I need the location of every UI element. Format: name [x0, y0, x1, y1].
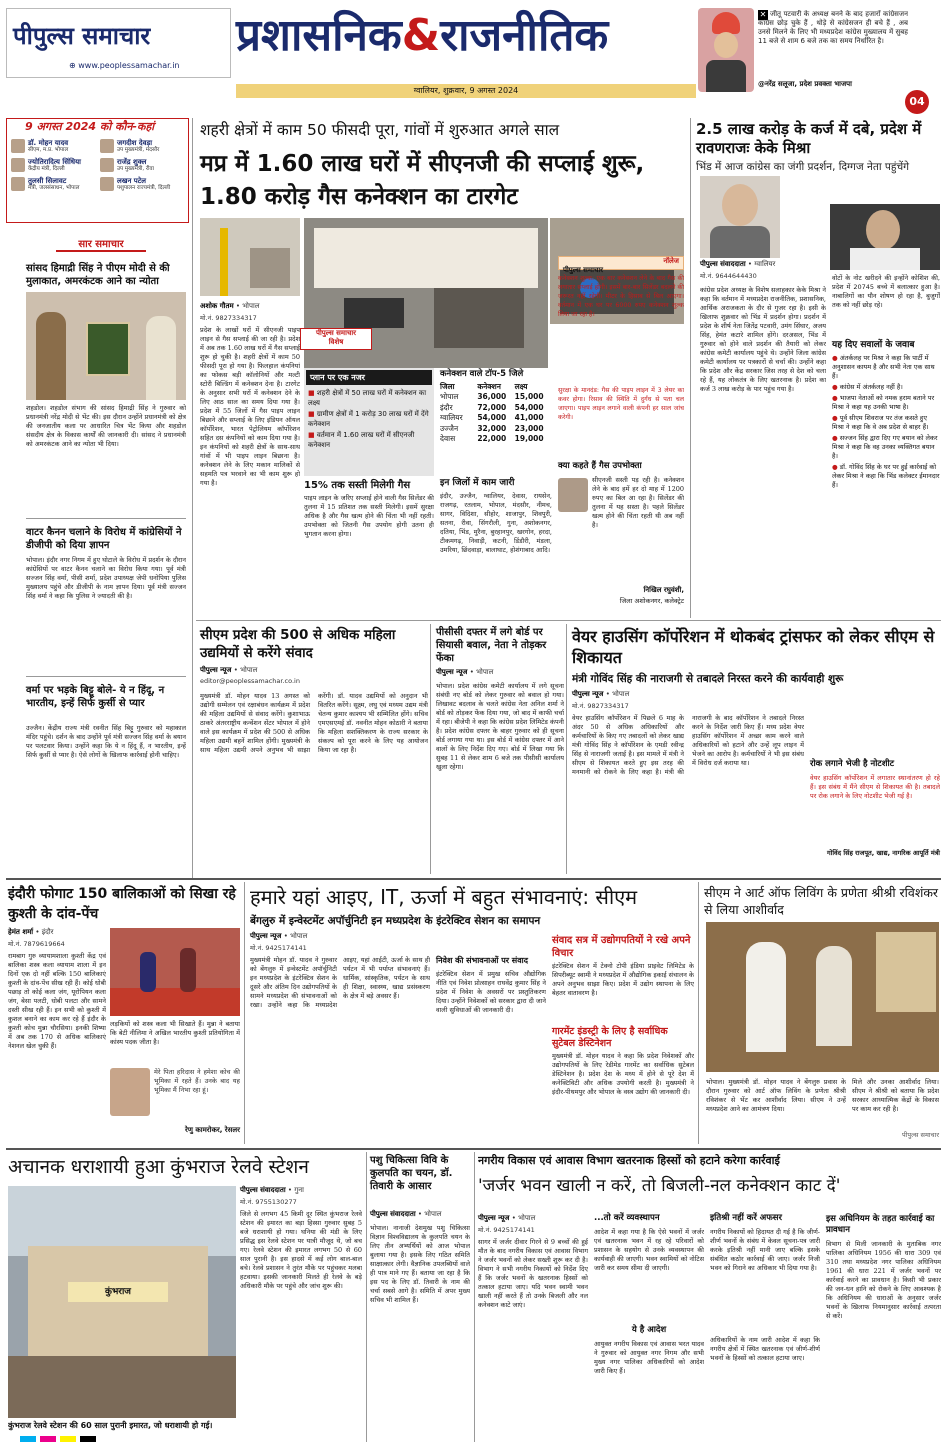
person-avatar: [11, 158, 25, 172]
women-headline[interactable]: सीएम प्रदेश की 500 से अधिक महिला उद्यमियों से करेंगे संवाद: [200, 627, 396, 661]
saar-label: सार समाचार: [56, 236, 146, 252]
person-name: जगदीश देवड़ा: [117, 139, 153, 147]
knowledge-badge: पीपुल्स समाचार नॉलेज: [558, 256, 684, 270]
person-place: केंद्रीय मंत्री, दिल्ली: [28, 166, 65, 172]
plan-box: प्लान पर एक नजर ■ शहरी क्षेत्रों में 50 लाख घरों में कनेक्शन का लक्ष्य ■ ग्रामीण क्षेत्रों में 1 करोड़ 30 लाख घरों में देंगे कनेक्शन ■ वर्तमान में 1.60 लाख घरों में सीएनजी कनेक्शन: [304, 368, 434, 476]
quote-author: @नरेंद्र सलूजा, प्रदेश प्रवक्ता भाजपा: [758, 80, 852, 88]
website-link[interactable]: ⊕ www.peoplessamachar.in: [69, 61, 180, 70]
table-row: उज्जैन 32,000 23,000: [440, 423, 544, 433]
vet-story: [370, 1152, 470, 1442]
bhind-protest-photo: [830, 204, 940, 270]
person-place: मंत्री, जलसंसाधन, भोपाल: [28, 185, 80, 191]
person-avatar: [11, 177, 25, 191]
q-point: ● पूर्व सीएम शिवराज पर तंज कसते हुए मिश्रा ने कहा कि वे अब प्रदेश से बाहर हैं।: [832, 414, 929, 431]
person-place: सीएम, म.प्र. भोपाल: [28, 147, 69, 153]
person-name: राजेंद्र शुक्ल: [117, 158, 147, 166]
person-entry: [100, 139, 185, 154]
urban-c4-heading: इस अधिनियम के तहत कार्रवाई का प्रावधान: [826, 1214, 935, 1235]
women-byline: पीपुल्स न्यूज • भोपाल editor@peoplessamachar.co.in: [200, 666, 300, 685]
warehouse-byline: पीपुल्स न्यूज • भोपाल मो.नं. 9827334317: [572, 690, 630, 710]
wrestling-story: [6, 882, 240, 1142]
cheap-body: पाइप लाइन के जरिए सप्लाई होने वाली गैस सिलेंडर की तुलना में 15 प्रतिशत तक सस्ती मिलेगी। इसमें सुरक्षा अधिक है और गैस खत्म होने की चिंता भी नहीं रहती। उपभोक्ता को जितनी गैस उपयोग होगी उतना ही भुगतान करना होगा।: [304, 494, 434, 538]
top5-header: जिला कनेक्शन लक्ष्य: [440, 381, 528, 391]
person-avatar: [100, 177, 114, 191]
urban-c3-body: नगरीय निकायों को हिदायत दी गई है कि जीर्ण-शीर्ण भवनों के संबंध में केवल सूचना-पत्र जारी करके इतिश्री नहीं मानी जाए बल्कि इसके संबंधित कठोर कार्रवाई की जाए। जर्जर निजी भवन को गिराने का अधिकार भी दिया गया है।: [710, 1228, 820, 1272]
urban-byline: पीपुल्स न्यूज • भोपाल मो.नं. 9425174141: [478, 1214, 536, 1234]
modi-meeting-photo: [26, 292, 186, 400]
quote-avatar: [698, 8, 754, 92]
lead-kicker: शहरी क्षेत्रों में काम 50 फीसदी पूरा, गांवों में शुरुआत अगले साल: [200, 121, 560, 139]
saar-headline-2: वाटर कैनन चलाने के विरोध में कांग्रेसियों ने डीजीपी को दिया ज्ञापन: [26, 527, 182, 551]
railway-body: जिले से लगभग 45 किमी दूर स्थित कुंभराज रेलवे स्टेशन की इमारत का बड़ा हिस्सा गुरुवार सुबह 5 बजे धराशायी हो गया। घनिया की मंडी के लिए प्रसिद्ध इस रेलवे स्टेशन पर यात्री मौजूद थे, जो बच गए। रेलवे स्टेशन की इमारत लगभग 50 से 60 साल पुरानी है। इस हादसे में कई लोग बाल-बाल बचे। रेलवे प्रशासन ने तुरंत मौके पर पहुंचकर मलबा हटवाया। इसकी जानकारी मिलते ही रेलवे के बड़े अधिकारी मौके पर पहुंचे और जांच शुरू की।: [240, 1210, 362, 1290]
srisri-headline[interactable]: सीएम ने आर्ट ऑफ लिविंग के प्रणेता श्रीश्री रविशंकर से लिया आशीर्वाद: [704, 885, 939, 917]
logo[interactable]: पीपुल्स समाचार: [13, 22, 151, 50]
page-number: 04: [905, 90, 929, 114]
kaun-kahan-title: 9 अगस्त 2024 को कौन-कहां: [25, 120, 155, 133]
urban-c3-heading: इतिश्री नहीं करें अफसर: [710, 1213, 783, 1223]
globe-icon: ⊕: [69, 61, 79, 70]
person-place: उप मुख्यमंत्री, रीवा: [117, 166, 154, 172]
cheap-heading: 15% तक सस्ती मिलेगी गैस: [304, 480, 411, 491]
person-entry: [100, 177, 185, 192]
person-avatar: [100, 158, 114, 172]
x-logo-icon: ✕: [759, 10, 767, 19]
pcc-headline[interactable]: पीसीसी दफ्तर में लगे बोर्ड पर सियासी बवाल, नेता ने तोड़कर फेंका: [436, 627, 547, 664]
logo-box: [6, 8, 231, 78]
q-point: ● भाजपा नेताओं को नमक हराम बताने पर मिश्रा ने कहा यह उनकी भाषा है।: [832, 394, 935, 411]
lead-headline[interactable]: मप्र में 1.60 लाख घरों में सीएनजी की सप्लाई शुरू, 1.80 करोड़ गैस कनेक्शन का टारगेट: [200, 151, 645, 210]
urban-banner: नगरीय विकास एवं आवास विभाग खतरनाक हिस्सों को हटाने करेगा कार्रवाई: [478, 1154, 780, 1167]
bullet-icon: ●: [832, 354, 840, 362]
it-byline: पीपुल्स न्यूज • भोपाल मो.नं. 9425174141: [250, 932, 308, 952]
wrestling-byline: हेमंत शर्मा • इंदौर मो.नं. 7879619664: [8, 928, 65, 948]
bullet-icon: ■: [308, 431, 317, 439]
it-sub-body: इंटरेक्टिव सेशन में प्रमुख सचिव औद्योगिक नीति एवं निवेश प्रोत्साहन राघवेंद्र कुमार सिंह ने प्रदेश में निवेश के अवसरों पर प्रस्तुतिकरण दिया। उन्होंने निवेशकों को सरकार द्वारा दी जाने वाली सुविधाओं की जानकारी दी।: [436, 970, 546, 1014]
urban-c4-body: विभाग से मिली जानकारी के मुताबिक नगर पालिका अधिनियम 1956 की धारा 309 एवं 310 तथा मध्यप्रदेश नगर पालिका अधिनियम 1961 की धारा 221 में जर्जर भवनों पर कार्रवाई करने का प्रावधान है। किसी भी प्रकार की जन-धन हानि को रोकने के लिए आवश्यक है कि अधिनियम की धाराओं के अनुसार जर्जर भवनों के खिलाफ नियमानुसार कार्रवाई तत्परता से करें।: [826, 1240, 941, 1320]
knowledge-p2: सुरक्षा के मानदंड: गैस की पाइप लाइन में 3 लेयर का कवर होगा। रिसाव की स्थिति में दुर्गंध से पता चल जाएगा। पाइप लाइन लगाने वाली कंपनी हर साल जांच करेगी।: [558, 387, 684, 421]
warehouse-headline[interactable]: वेयर हाउसिंग कॉर्पोरेशन में थोकबंद ट्रांसफर को लेकर सीएम से शिकायत: [572, 627, 935, 667]
railway-byline: पीपुल्स संवाददाता • गुना मो.नं. 9755130277: [240, 1186, 304, 1206]
women-body: मुख्यमंत्री डॉ. मोहन यादव 13 अगस्त को उद्योगी सम्मेलन एवं रक्षाबंधन कार्यक्रम में प्रदेश की महिला उद्यमियों से संवाद करेंगे। कुशाभाऊ ठाकरे अंतरराष्ट्रीय कन्वेंशन सेंटर भोपाल में होने वाले इस कार्यक्रम में प्रदेश की 500 से अधिक महिला उद्यमी बहनें शामिल होंगी। मुख्यमंत्री के साथ महिला उद्यमी अपने अनुभव भी साझा करेंगी। डॉ. यादव उद्यमियों को अनुदान भी वितरित करेंगे। सूक्ष्म, लघु एवं मध्यम उद्यम मंत्री चेतन्य कुमार काश्यप भी सम्मिलित होंगे। सचिव एमएसएमई डॉ. नवनीत मोहन कोठारी ने बताया कि महिला सशक्तिकरण के राज्य सरकार के संकल्प को पूरा करने के लिए यह आयोजन किया जा रहा है।: [200, 692, 428, 754]
face-icon: [714, 32, 738, 58]
pcc-byline: पीपुल्स न्यूज • भोपाल: [436, 668, 494, 676]
it-kicker: बेंगलुरु में इन्वेस्टमेंट अपॉर्चुनिटी इन मध्यप्रदेश के इंटरेक्टिव सेशन का समापन: [250, 915, 541, 927]
consumer-photo: [558, 478, 588, 512]
quote-box: [698, 8, 908, 96]
section-title: प्रशासनिक&राजनीतिक: [236, 10, 609, 61]
railway-headline[interactable]: अचानक धराशायी हुआ कुंभराज रेलवे स्टेशन: [8, 1156, 309, 1178]
garment-story: [552, 1026, 694, 1144]
urban-body: सागर में जर्जर दीवार गिरने से 9 बच्चों की हुई मौत के बाद नगरीय विकास एवं आवास विभाग ने जर्जर भवनों को लेकर सख्ती शुरू कर दी है। विभाग ने सभी नगरीय निकायों को निर्देश दिए हैं कि जर्जर भवनों के खतरनाक हिस्सों को तत्काल हटाया जाए। यदि भवन स्वामी भवन खाली नहीं करते हैं तो उनके बिजली और नल कनेक्शन काटे जाएं।: [478, 1238, 588, 1309]
urban-c2-body-2: आयुक्त नगरीय विकास एवं आवास भरत यादव ने गुरुवार को आयुक्त नगर निगम और सभी मुख्य नगर पालिका अधिकारियों को आदेश जारी किए हैं।: [594, 1340, 704, 1375]
urban-c2-heading-2: ये है आदेश: [631, 1325, 667, 1335]
saar-headline-1: सांसद हिमाद्री सिंह ने पीएम मोदी से की मुलाकात, अमरकंटक आने का न्योता: [26, 263, 170, 287]
saar-body-1: शहडोल। शहडोल संभाग की सांसद हिमाद्री सिंह ने गुरुवार को प्रधानमंत्री नरेंद्र मोदी से भेंट की। इस दौरान उन्होंने प्रधानमंत्री को क्षेत्र की जनजातीय कला पर आधारित चित्र भेंट किया और शहडोल संसदीय क्षेत्र के विकास कार्यों की जानकारी दी। सांसद ने प्रधानमंत्री को अमरकंटक आने का न्योता भी दिया।: [26, 404, 186, 448]
bullet-icon: ●: [832, 434, 840, 442]
saar-headline-3: वर्मा पर भड़के बिट्टू बोले- ये न हिंदू, न भारतीय, इन्हें सिर्फ कुर्सी से प्यार: [26, 685, 165, 709]
vet-body: भोपाल। नानाजी देशमुख पशु चिकित्सा विज्ञान विश्वविद्यालय के कुलपति चयन के लिए तीन अभ्यर्थियों को आज भोपाल बुलाया गया है। इसके लिए गठित समिति साक्षात्कार लेगी। वैज्ञानिक उपलब्धियों वाले ही पात्र माने गए हैं। बताया जा रहा है कि इस पद के लिए डॉ. तिवारी के नाम की चर्चा सबसे आगे है। समिति में अपर मुख्य सचिव भी शामिल हैं।: [370, 1224, 470, 1304]
wrestling-body-2: लड़कियों को शस्त्र कला भी सिखाते हैं। मुन्ना ने बताया कि बेटी नीलिमा ने अखिल भारतीय कुश्ती प्रतियोगिता में कांस्य पदक जीता है।: [110, 1020, 240, 1046]
wrestling-headline[interactable]: इंदौरी फोगाट 150 बालिकाओं को सिखा रहे कुश्ती के दांव-पेंच: [8, 886, 236, 922]
warehouse-side-name: गोविंद सिंह राजपूत, खाद्य, नागरिक आपूर्ति मंत्री: [827, 849, 940, 857]
warehouse-side-heading: रोक लगाने भेजी है नोटशीट: [810, 759, 894, 769]
turban-icon: [712, 12, 740, 34]
srisri-credit: पीपुल्स समाचार: [902, 1131, 939, 1139]
station-sign: कुंभराज: [68, 1282, 168, 1302]
garment-heading-2: गारमेंट इंडस्ट्री के लिए है सर्वाधिक सुटेबल डेस्टिनेशन: [552, 1026, 668, 1049]
quote-text: जीतू पटवारी के अध्यक्ष बनने के बाद हजारों कांग्रेसजन कांग्रेस छोड़ चुके हैं , थोड़े से कांग्रेसजन ही बचे हैं , अब उनसे मिलने के लिए भी मध्यप्रदेश कांग्रेस मुख्यालय में सुबह 11 बजे से शाम 6 बजे तक का समय निर्धारित है।: [758, 10, 908, 45]
dateline: ग्वालियर, शुक्रवार, 9 अगस्त 2024: [236, 84, 696, 98]
mishra-body: कांग्रेस प्रदेश अध्यक्ष के विशेष सलाहकार केके मिश्रा ने कहा कि वर्तमान में मध्यप्रदेश राजनीतिक, प्रशासनिक, आर्थिक अराजकता के दौर से गुजर रहा है। इसी के खिलाफ शुक्रवार को भिंड में प्रदर्शन होगा। प्रदर्शन में प्रदेश के शीर्ष नेता जितेंद्र पटवारी, उमंग सिंघार, अजय सिंह, हेमंत कटारे शामिल होंगे। दरअसल, भिंड में गुरुवार को होने वाले प्रदर्शन की तैयारी को लेकर कांग्रेस कमेटी कार्यालय पहुंचे थे। उन्होंने जिला कांग्रेस कमेटी कार्यालय पर पत्रकारों से चर्चा की। उन्होंने कहा कि प्रदेश और केंद्र सरकार जिस तरह से देश को चला रहे हैं, यह लोकतंत्र के लिए खतरनाक है। प्रदेश का कर्ज 3 लाख करोड़ के पार पहुंच गया है।: [700, 286, 826, 393]
person-avatar: [11, 139, 25, 153]
it-body: मुख्यमंत्री मोहन डॉ. यादव ने गुरुवार को बेंगलुरु में इन्वेस्टमेंट अपॉर्चुनिटी इन मध्यप्रदेश के इंटरेक्टिव सेशन के दूसरे और अंतिम दिन उद्योगपतियों के सामने मध्यप्रदेश की संभावनाओं को रखा। उन्होंने कहा कि मध्यप्रदेश आइए, यहां आईटी, ऊर्जा के साथ ही पर्यटन में भी पर्याप्त संभावनाएं हैं। धार्मिक, सांस्कृतिक, पर्यटन के साथ ही शिक्षा, स्वास्थ्य, खाद्य प्रसंस्करण के क्षेत्र में बड़े अवसर हैं।: [250, 956, 430, 1009]
saar-body-2: भोपाल। इंदौर नगर निगम में हुए घोटाले के विरोध में प्रदर्शन के दौरान कांग्रेसियों पर वाटर कैनन चलाने का विरोध किया गया। पूर्व मंत्री सज्जन सिंह वर्मा, पीसी शर्मा, प्रदेश उपाध्यक्ष जेपी धनोपिया पुलिस मुख्यालय पहुंचे और डीजीपी के नाम ज्ञापन दिया। पूर्व मंत्री सज्जन सिंह वर्मा ने कहा कि पुलिस ने ज्यादती की है।: [26, 556, 186, 600]
railway-story: [6, 1152, 362, 1442]
srisri-story: [702, 882, 941, 1144]
mishra-caption: वोटों के नोट खरीदने की इन्होंने कोशिश की, प्रदेश में 20745 बच्चे में बलात्कार हुआ है। नाबालिगों का यौन शोषण हो रहा है, बुजुर्गों तक को नहीं छोड़ रहे।: [832, 274, 940, 309]
pcc-body: भोपाल। प्रदेश कांग्रेस कमेटी कार्यालय में लगे सूचना संबंधी नए बोर्ड को लेकर गुरुवार को बवाल हो गया। लिखावट बदलाव के चलते कांग्रेस नेता अनिल शर्मा ने बोर्ड को तोड़कर फेंक दिया गया, जो बाद में काफी चर्चा में रहा। बीजेपी ने कहा कि कांग्रेस प्रदेश लिमिटेड कंपनी है। प्रदेश कांग्रेस दफ्तर के बाहर गुरुवार को ही सूचना बोर्ड लगाया गया था। इस बोर्ड में कांग्रेस दफ्तर में आने वालों के लिए निर्देश दिए गए। बोर्ड में लिखा गया कि सुबह 11 से लेकर शाम 6 बजे तक पीसीसी कार्यालय खुला रहेगा।: [436, 682, 564, 771]
q-title: यह दिए सवालों के जवाब: [832, 340, 915, 350]
table-row: भोपाल 36,000 15,000: [440, 392, 544, 402]
knowledge-box: [558, 256, 684, 616]
saar-column: [6, 236, 189, 876]
masthead: [0, 0, 945, 115]
garment-body-1: इंटरेक्टिव सेशन में टेक्नो टोपी इंडिया प्राइवेट लिमिटेड के सिपरीब्यूट स्वामी ने मध्यप्रदेश में औद्योगिक इकाई संचालन के अपने अनुभव साझा किए। प्रदेश में उद्योग स्थापना के लिए बेहतर वातावरण है।: [552, 962, 694, 997]
lead-badge: पीपुल्स समाचार विशेष: [300, 328, 372, 350]
q-point: ● सज्जन सिंह द्वारा दिए गए बयान को लेकर मिश्रा ने कहा कि वह उनका व्यक्तिगत बयान है।: [832, 434, 938, 460]
renu-photo: [110, 1068, 150, 1116]
wrestling-photo: [110, 928, 240, 1016]
person-name: लखन पटेल: [117, 177, 147, 185]
q-point: ● कांग्रेस में अंतर्कलह नहीं है।: [832, 383, 903, 391]
bullet-icon: ■: [308, 389, 317, 397]
plan-point: ■ वर्तमान में 1.60 लाख घरों में सीएनजी कनेक्शन: [308, 431, 415, 449]
bullet-icon: ●: [832, 394, 840, 402]
women-story: [196, 624, 428, 874]
srisri-caption: भोपाल। मुख्यमंत्री डॉ. मोहन यादव ने बेंगलुरु प्रवास के दौरान गुरुवार को आर्ट ऑफ लिविंग के प्रणेता श्रीश्री रविशंकर से भेंट कर आशीर्वाद लिया। सीएम ने उन्हें मध्यप्रदेश आने का आमंत्रण दिया।: [706, 1078, 846, 1113]
railway-photo: [8, 1186, 236, 1418]
consumer-name: निखिल रघुवंशी,: [643, 586, 684, 594]
people-grid: [11, 139, 185, 192]
knowledge-p1: कनेक्शन शुल्क: एक बार कनेक्शन लेने के बाद गैस की लगातार सप्लाई होगी। इसमें बार-बार सिलेंडर बदलने की जरूरत नहीं रहेगी। मीटर के हिसाब से बिल आएगा। वर्तमान में एक घर पर 6000 रुपए कनेक्शन शुल्क लिया जा रहा है।: [558, 275, 684, 318]
warehouse-kicker: मंत्री गोविंद सिंह की नाराजगी से तबादले निरस्त करने की कार्यवाही शुरू: [572, 673, 844, 685]
urban-headline[interactable]: 'जर्जर भवन खाली न करें, तो बिजली-नल कनेक्शन काट दें': [478, 1176, 841, 1196]
warehouse-side-body: वेयर हाउसिंग कॉर्पोरेशन में लगातार स्थानांतरण हो रहे हैं। इस संबंध में मैंने सीएम से शिकायत की है। तबादले पर रोक लगाने के लिए नोटशीट भेजी गई है।: [810, 774, 940, 800]
wrestling-caption: मेरे पिता हरिदास ने हमेशा कोच की भूमिका में रहते हैं। उनके बाद यह भूमिका मैं निभा रहा हूं।: [154, 1068, 240, 1094]
warehouse-story: [570, 624, 941, 874]
person-name: ज्योतिरादित्य सिंधिया: [28, 158, 81, 166]
person-avatar: [100, 139, 114, 153]
districts-heading: इन जिलों में काम जारी: [440, 478, 515, 488]
table-row: इंदौर 72,000 54,000: [440, 402, 544, 412]
railway-caption: कुंभराज रेलवे स्टेशन की 60 साल पुरानी इमारत, जो धराशायी हो गई।: [8, 1421, 213, 1430]
it-sub-heading: निवेश की संभावनाओं पर संवाद: [436, 956, 528, 965]
color-registration-strip: [20, 1436, 925, 1442]
plan-point: ■ शहरी क्षेत्रों में 50 लाख घरों में कनेक्शन का लक्ष्य: [308, 389, 427, 407]
garment-body-2: मुख्यमंत्री डॉ. मोहन यादव ने कहा कि प्रदेश निवेशकों और उद्योगपतियों के लिए रेडीमेड गारमेंट का सर्वाधिक सुटेबल डेस्टिनेशन है। प्रदेश देश के मध्य में होने से पूरे देश में कनेक्टिविटी और अधिक उपयोगी करती है। मुख्यमंत्री ने इंदौर-पीथमपुर और भोपाल के वस्त्र उद्योग की जानकारी दी।: [552, 1052, 694, 1096]
vet-headline[interactable]: पशु चिकित्सा विवि के कुलपति का चयन, डॉ. तिवारी के आसार: [370, 1155, 453, 1192]
pcc-story: [434, 624, 564, 874]
plan-point: ■ ग्रामीण क्षेत्रों में 1 करोड़ 30 लाख घरों में देंगे कनेक्शन: [308, 410, 429, 428]
q-points: [832, 354, 940, 616]
mishra-kicker: भिंड में आज कांग्रेस का जंगी प्रदर्शन, दिग्गज नेता पहुंचेंगे: [696, 161, 910, 173]
consumer-place: जिला अशोकनगर, कलेक्ट्रेट: [619, 597, 684, 605]
srisri-caption-2: मिले और उनका आशीर्वाद लिया। सीएम ने श्रीश्री को बताया कि प्रदेश सरकार आध्यात्मिक केंद्रों के विकास पर काम कर रही है।: [852, 1078, 939, 1113]
mishra-headline[interactable]: 2.5 लाख करोड़ के कर्ज में दबे, प्रदेश में रावणराजः केके मिश्रा: [696, 120, 922, 157]
srisri-photo: [706, 922, 939, 1072]
saar-body-3: उज्जैन। केंद्रीय राज्य मंत्री रवनीत सिंह बिट्टू गुरुवार को महाकाल मंदिर पहुंचे। दर्शन के बाद उन्होंने पूर्व मंत्री सज्जन सिंह वर्मा के बयान पर पलटवार किया। उन्होंने कहा कि ये न हिंदू हैं, न भारतीय, इन्हें सिर्फ कुर्सी से प्यार है। ऐसे लोगों के खिलाफ कार्रवाई होनी चाहिए।: [26, 724, 186, 759]
lead-story: [196, 118, 686, 618]
top5-table: कनेक्शन वाले टॉप-5 जिले जिला कनेक्शन लक्ष्य भोपाल 36,000 15,000 इंदौर 72,000 54,000 ग्वालियर 54,000 41,000 उज्जैन 32,000 23,000 देवास 22,000 19,000: [440, 370, 552, 445]
consumer-heading: क्या कहते हैं गैस उपभोक्ता: [558, 461, 642, 471]
urban-c3-body-2: अधिकारियों के नाम जारी आदेश में कहा कि नगरीय क्षेत्रों में स्थित खतरनाक एवं जीर्ण-शीर्ण भवनों के हिस्सों को तत्काल हटाया जाए।: [710, 1336, 820, 1362]
person-entry: [11, 177, 96, 192]
mishra-byline: पीपुल्स संवाददाता • ग्वालियर मो.नं. 9644644430: [700, 260, 776, 280]
person-entry: [11, 158, 96, 173]
mishra-story: [694, 118, 941, 618]
person-name: तुलसी सिलावट: [28, 177, 67, 185]
vet-byline: पीपुल्स संवाददाता • भोपाल: [370, 1210, 442, 1218]
lead-body-col1: प्रदेश के लाखों घरों में सीएनजी पाइप लाइन से गैस सप्लाई की जा रही है। प्रदेश में अब तक 1.60 लाख घरों में गैस सप्लाई शुरू हो चुकी है। शहरी क्षेत्रों में काम 50 फीसदी पूरा हो गया है। फिलहाल कंपनियां का फोकस बड़ी कॉलोनियों और मल्टी स्टोरी बिल्डिंग में कनेक्शन देना है। टारगेट के अनुसार सभी घरों में कनेक्शन देने के लिए आठ साल का समय दिया गया है। प्रदेश में 55 जिलों में गैस पाइप लाइन बिछाने और सप्लाई के लिए इंडियन ऑयल कॉर्पोरेशन, भारत पेट्रोलियम कॉर्पोरेशन सहित दस कंपनियों को काम दिया गया है। इन कंपनियों को शहरी क्षेत्रों के साथ-साथ गांवों में भी पाइप लाइन बिछाना है। कनेक्शन लेने के लिए मकान मालिकों से सहमति पत्र भरवाने का भी काम शुरू हो गया है।: [200, 326, 300, 487]
warehouse-body: वेयर हाउसिंग कॉर्पोरेशन में पिछले 6 माह के अंदर 50 से अधिक अधिकारियों और कर्मचारियों के किए गए तबादलों को लेकर खाद्य मंत्री गोविंद सिंह ने कॉर्पोरेशन के एमडी रवीन्द्र सिंह से नाराजगी जताई है। इस मामले में मंत्री ने सीएम से शिकायत करते हुए इस तरह की मनमानी को रोकने के लिए कहा है। मंत्री की नाराजगी के बाद कॉर्पोरेशन ने तबादले निरस्त करने के निर्देश जारी किए हैं। मध्य प्रदेश वेयर हाउसिंग कॉर्पोरेशन में अच्छा काम करने वाले अधिकारियों को हटाने और उन्हें लूप लाइन में भेजने का आरोप है। कर्मचारियों ने भी इस संबंध में विरोध दर्ज कराया था।: [572, 714, 804, 776]
wrestling-body: रामबाग गुरु व्यायामशाला कुश्ती केंद्र एवं बालिका शस्त्र कला व्यायाम शाला में इन दिनों एक दो नहीं बल्कि 150 बालिकाएं कुश्ती के दांव-पेंच सीख रही हैं। कोई धोबी पछाड़ तो कोई कला जंग, यूरोपियन कला जंग, बेसा पलटी, धोबी पलटा और सामने दस्ती सीख रही हैं। इन सभी को कुश्ती में कुशल बनाने का काम कर रहे हैं इंदौर के कुश्ती कोच मुन्ना चौरसिया। इनकी शिष्या में अब तक 170 से अधिक बालिकाएं नेशनल खेल चुकी हैं।: [8, 952, 106, 1050]
person-entry: [100, 158, 185, 173]
garment-heading-1: संवाद सत्र में उद्योगपतियों ने रखे अपने विचार: [552, 935, 691, 959]
mishra-photo: [700, 176, 780, 258]
urban-story: [478, 1152, 941, 1442]
bullet-icon: ●: [832, 414, 840, 422]
bullet-icon: ●: [832, 383, 840, 391]
wrestling-caption-name: रेणु कामरोकर, रेसलर: [185, 1126, 240, 1134]
it-headline[interactable]: हमारे यहां आइए, IT, ऊर्जा में बहुत संभावनाएं: सीएम: [250, 885, 638, 909]
person-place: पशुपालन राज्यमंत्री, दिल्ली: [117, 185, 171, 191]
lead-byline: अशोक गौतम • भोपाल मो.नं. 9827334317: [200, 302, 260, 322]
q-point: ● डॉ. गोविंद सिंह के घर पर हुई कार्रवाई को लेकर मिश्रा ने कहा कि भिंड कलेक्टर ईमानदार हैं।: [832, 463, 940, 489]
bullet-icon: ■: [308, 410, 317, 418]
table-row: देवास 22,000 19,000: [440, 434, 544, 444]
table-row: ग्वालियर 54,000 41,000: [440, 413, 544, 423]
kaun-kahan-box: [6, 118, 189, 223]
urban-c2-body: आदेश में कहा गया है कि ऐसे भवनों में जर्जर एवं खतरनाक भवन में रह रहे परिवारों को प्रशासन के सहयोग से उनके व्यवस्थापन की कार्यवाही की जाएगी। भवन स्वामियों को नोटिस जारी कर समय सीमा दी जाएगी।: [594, 1228, 704, 1272]
person-name: डॉ. मोहन यादव: [28, 139, 69, 147]
consumer-body: सीएनजी सस्ती पड़ रही है। कनेक्शन लेने के बाद हमें हर दो माह में 1200 रुपए का बिल आ रहा है। सिलेंडर की तुलना में यह सस्ता है। पहले सिलेंडर खत्म होने की चिंता रहती थी अब नहीं है।: [592, 476, 684, 529]
person-place: उप मुख्यमंत्री, मंदसौर: [117, 147, 160, 153]
person-entry: [11, 139, 96, 154]
bullet-icon: ●: [832, 463, 840, 471]
districts-body: इंदौर, उज्जैन, ग्वालियर, देवास, रायसेन, राजगढ़, रतलाम, भोपाल, मंदसौर, नीमच, सागर, विदिशा, सीहोर, शाजापुर, शिवपुरी, सतना, रीवा, सिंगरौली, गुना, अशोकनगर, दतिया, भिंड, मुरैना, बुरहानपुर, खरगोन, हरदा, टीकमगढ़, निवाड़ी, कटनी, डिंडौरी, मंडला, उमरिया, छिंदवाड़ा, बालाघाट, होशंगाबाद आदि।: [440, 492, 552, 554]
shoulders-icon: [706, 60, 746, 92]
pipeline-photo-small: [200, 218, 300, 296]
q-point: ● अंतर्कलह पर मिश्रा ने कहा कि पार्टी में अनुशासन कायम है और सभी नेता एक साथ हैं।: [832, 354, 935, 380]
urban-c2-heading: ...तो करें व्यवस्थापन: [594, 1213, 660, 1223]
